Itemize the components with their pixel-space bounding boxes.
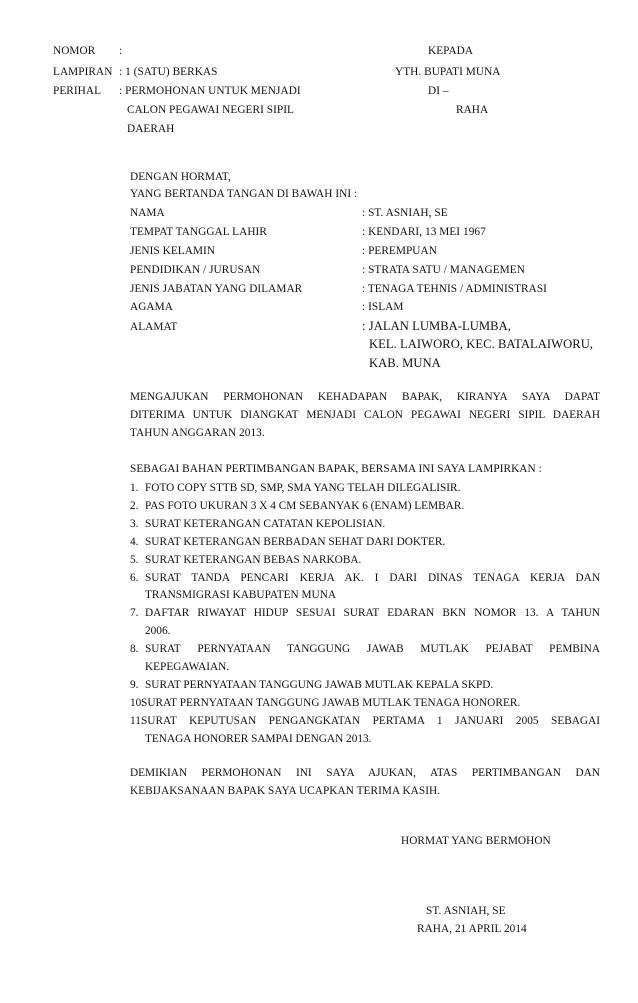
request-line-2: DITERIMA UNTUK DIANGKAT MENJADI CALON PEGAWAI NEGERI SIPIL DAERAH [130, 409, 600, 421]
closing-line-1: DEMIKIAN PERMOHONAN INI SAYA AJUKAN, ATAS PERTIMBANGAN DAN [130, 767, 600, 779]
address-line-2: KEL. LAIWORO, KEC. BATALAIWORU, [369, 337, 594, 351]
attachment-text: SURAT KETERANGAN CATATAN KEPOLISIAN. [145, 518, 386, 530]
perihal-value-line-1: : PERMOHONAN UNTUK MENJADI [119, 85, 301, 97]
identity-value: : TENAGA TEHNIS / ADMINISTRASI [362, 283, 547, 295]
perihal-value-line-3: DAERAH [127, 123, 175, 135]
attachment-number: 2. [130, 500, 139, 512]
attachment-text: SURAT KETERANGAN BERBADAN SEHAT DARI DOKTER. [145, 536, 446, 548]
identity-value: : KENDARI, 13 MEI 1967 [362, 226, 486, 238]
attachment-text: DAFTAR RIWAYAT HIDUP SESUAI SURAT EDARAN BKN NOMOR 13. A TAHUN [145, 607, 600, 619]
identity-label: JENIS KELAMIN [130, 245, 216, 257]
address-label: ALAMAT [130, 321, 178, 333]
signature-name: ST. ASNIAH, SE [426, 905, 506, 917]
identity-label: PENDIDIKAN / JURUSAN [130, 264, 261, 276]
attachment-text: SURAT PERNYATAAN TANGGUNG JAWAB MUTLAK PEJABAT PEMBINA [145, 643, 600, 655]
attachment-number: 6. [130, 572, 139, 584]
attachment-number: 4. [130, 536, 139, 548]
lampiran-label: LAMPIRAN [53, 66, 113, 78]
attachment-number: 5. [130, 554, 139, 566]
recipient-raha: RAHA [456, 104, 489, 116]
attachment-text-continued: TRANSMIGRASI KABUPATEN MUNA [145, 589, 337, 601]
identity-value: : ISLAM [362, 301, 404, 313]
greeting: DENGAN HORMAT, [130, 171, 231, 183]
signature-regards: HORMAT YANG BERMOHON [401, 835, 551, 847]
nomor-colon: : [119, 45, 123, 57]
lampiran-value: : 1 (SATU) BERKAS [119, 66, 218, 78]
perihal-value-line-2: CALON PEGAWAI NEGERI SIPIL [127, 104, 295, 116]
address-line-3: KAB. MUNA [369, 356, 441, 370]
identity-value: : PEREMPUAN [362, 245, 437, 257]
request-line-3: TAHUN ANGGARAN 2013. [130, 427, 265, 439]
signature-place-date: RAHA, 21 APRIL 2014 [417, 923, 527, 935]
attachment-text: PAS FOTO UKURAN 3 X 4 CM SEBANYAK 6 (ENAM) LEMBAR. [145, 500, 465, 512]
attachments-intro: SEBAGAI BAHAN PERTIMBANGAN BAPAK, BERSAMA INI SAYA LAMPIRKAN : [130, 463, 542, 475]
attachment-number: 11. [130, 715, 144, 727]
perihal-label: PERIHAL [53, 85, 102, 97]
identity-label: JENIS JABATAN YANG DILAMAR [130, 283, 303, 295]
attachment-number: 10. [130, 697, 145, 709]
identity-label: NAMA [130, 207, 165, 219]
attachment-text: SURAT PERNYATAAN TANGGUNG JAWAB MUTLAK TENAGA HONORER. [141, 697, 521, 709]
recipient-di: DI – [428, 85, 449, 97]
attachment-number: 9. [130, 679, 139, 691]
nomor-label: NOMOR [53, 45, 96, 57]
attachment-text: SURAT PERNYATAAN TANGGUNG JAWAB MUTLAK KEPALA SKPD. [145, 679, 494, 691]
attachment-number: 1. [130, 482, 139, 494]
identity-value: : ST. ASNIAH, SE [362, 207, 448, 219]
intro-line: YANG BERTANDA TANGAN DI BAWAH INI : [130, 188, 358, 200]
identity-label: AGAMA [130, 301, 173, 313]
closing-line-2: KEBIJAKSANAAN BAPAK SAYA UCAPKAN TERIMA KASIH. [130, 785, 441, 797]
request-line-1: MENGAJUKAN PERMOHONAN KEHADAPAN BAPAK, KIRANYA SAYA DAPAT [130, 391, 600, 403]
attachment-text: SURAT KEPUTUSAN PENGANGKATAN PERTAMA 1 JANUARI 2005 SEBAGAI [141, 715, 600, 727]
identity-value: : STRATA SATU / MANAGEMEN [362, 264, 525, 276]
attachment-text: FOTO COPY STTB SD, SMP, SMA YANG TELAH DILEGALISIR. [145, 482, 461, 494]
attachment-number: 3. [130, 518, 139, 530]
attachment-text-continued: 2006. [145, 625, 171, 637]
address-line-1: : JALAN LUMBA-LUMBA, [362, 319, 511, 333]
attachment-number: 8. [130, 643, 139, 655]
attachment-number: 7. [130, 607, 139, 619]
attachment-text: SURAT TANDA PENCARI KERJA AK. I DARI DINAS TENAGA KERJA DAN [145, 572, 600, 584]
identity-label: TEMPAT TANGGAL LAHIR [130, 226, 267, 238]
attachment-text-continued: KEPEGAWAIAN. [145, 661, 230, 673]
attachment-text: SURAT KETERANGAN BEBAS NARKOBA. [145, 554, 362, 566]
attachment-text-continued: TENAGA HONORER SAMPAI DENGAN 2013. [145, 733, 372, 745]
recipient-yth: YTH. BUPATI MUNA [395, 66, 501, 78]
recipient-kepada: KEPADA [428, 45, 474, 57]
